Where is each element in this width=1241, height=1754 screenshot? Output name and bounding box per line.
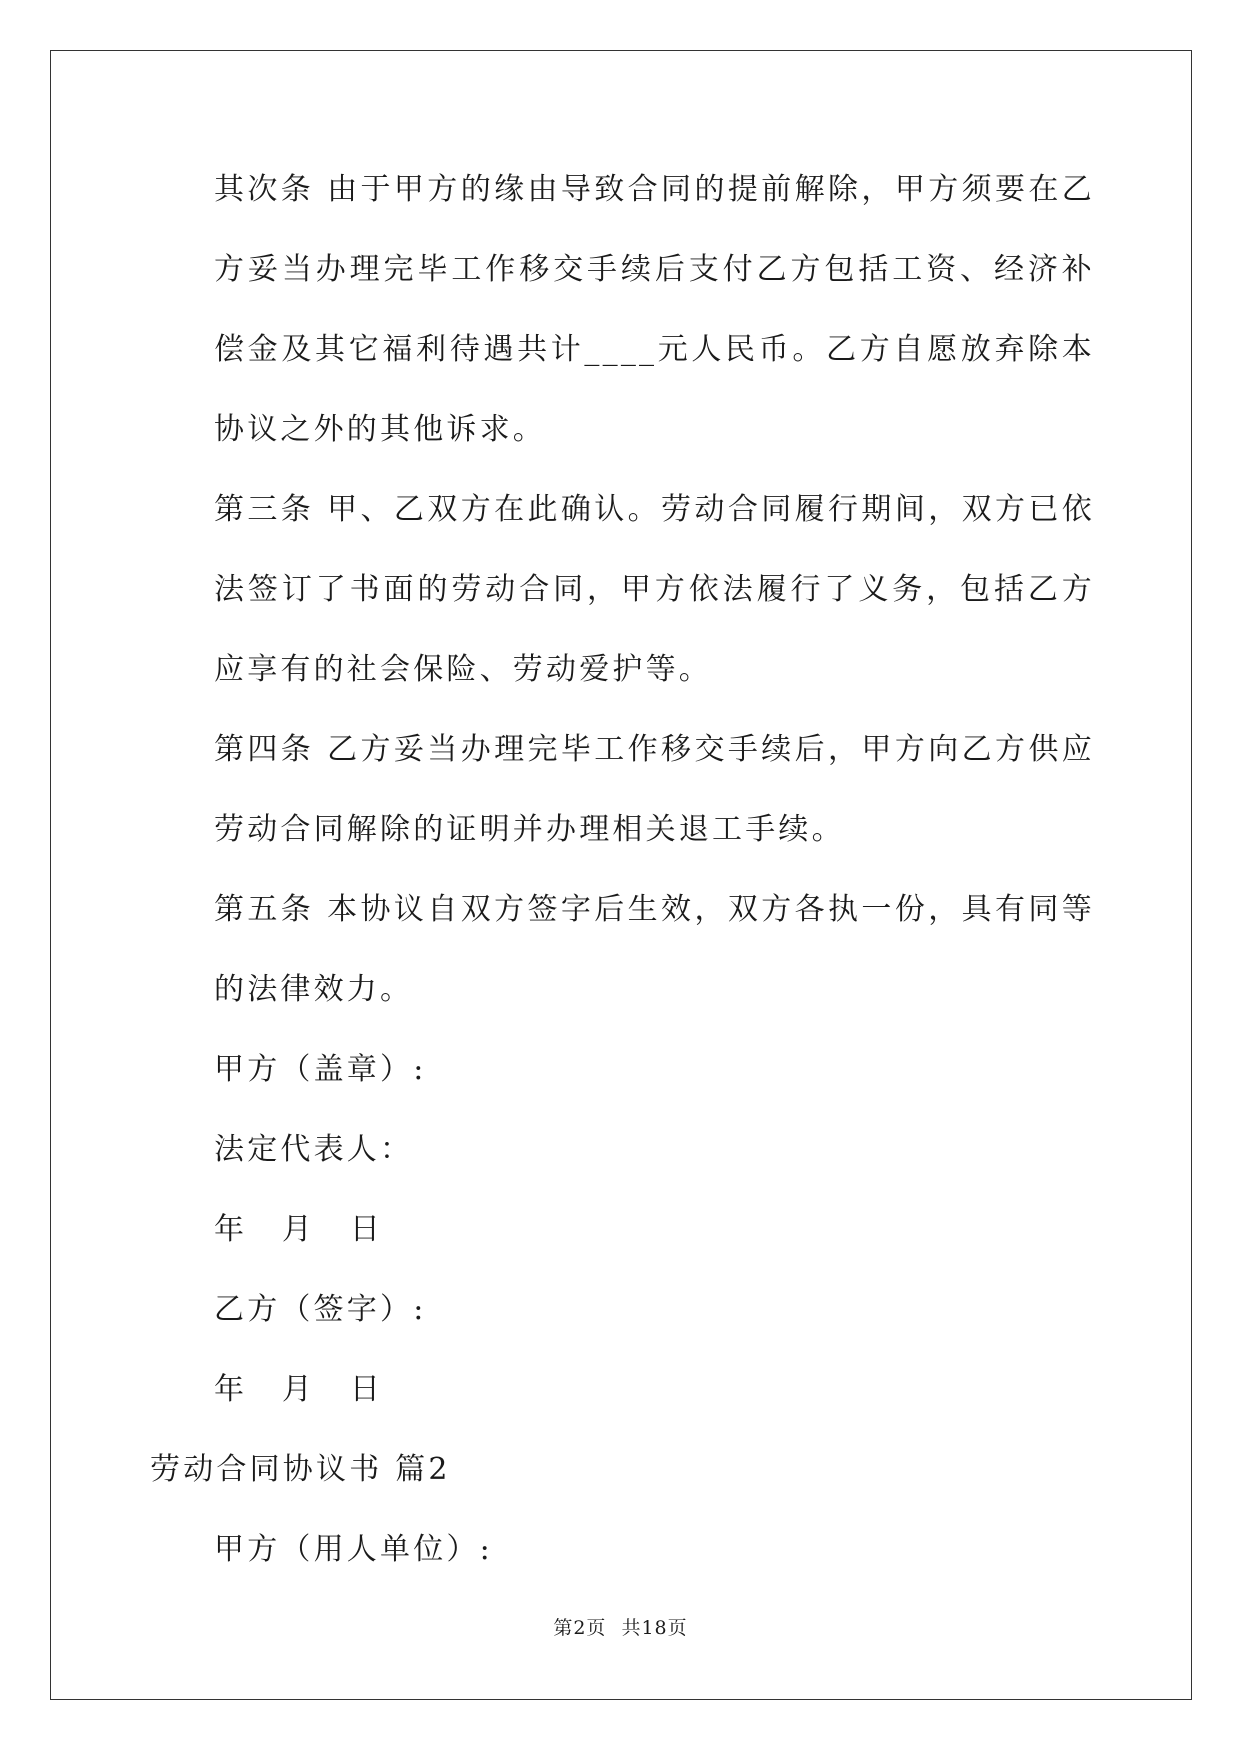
section-heading: 劳动合同协议书 篇2	[150, 1452, 451, 1487]
page-number: 第2页	[553, 1617, 607, 1639]
article-3-paragraph: 第三条 甲、乙双方在此确认。劳动合同履行期间，双方已依法签订了书面的劳动合同，甲方依法履行了义务，包括乙方应享有的社会保险、劳动爱护等。	[214, 492, 1095, 687]
party-a-employer-line: 甲方（用人单位）:	[214, 1532, 493, 1567]
legal-representative-line: 法定代表人：	[214, 1132, 414, 1167]
page-footer	[0, 1613, 1241, 1640]
page-total: 共18页	[621, 1617, 688, 1639]
article-5-paragraph: 第五条 本协议自双方签字后生效，双方各执一份，具有同等的法律效力。	[214, 892, 1095, 1007]
party-b-sign-line: 乙方（签字）:	[214, 1292, 427, 1327]
date-line-2: 年 月 日	[214, 1372, 384, 1407]
article-4-paragraph: 第四条 乙方妥当办理完毕工作移交手续后，甲方向乙方供应劳动合同解除的证明并办理相关退工手续。	[214, 732, 1095, 847]
document-body	[150, 150, 1095, 1590]
article-2-paragraph: 其次条 由于甲方的缘由导致合同的提前解除，甲方须要在乙方妥当办理完毕工作移交手续后支付乙方包括工资、经济补偿金及其它福利待遇共计____元人民币。乙方自愿放弃除本协议之外的其他诉求。	[214, 172, 1095, 447]
party-a-seal-line: 甲方（盖章）:	[214, 1052, 427, 1087]
date-line-1: 年 月 日	[214, 1212, 384, 1247]
